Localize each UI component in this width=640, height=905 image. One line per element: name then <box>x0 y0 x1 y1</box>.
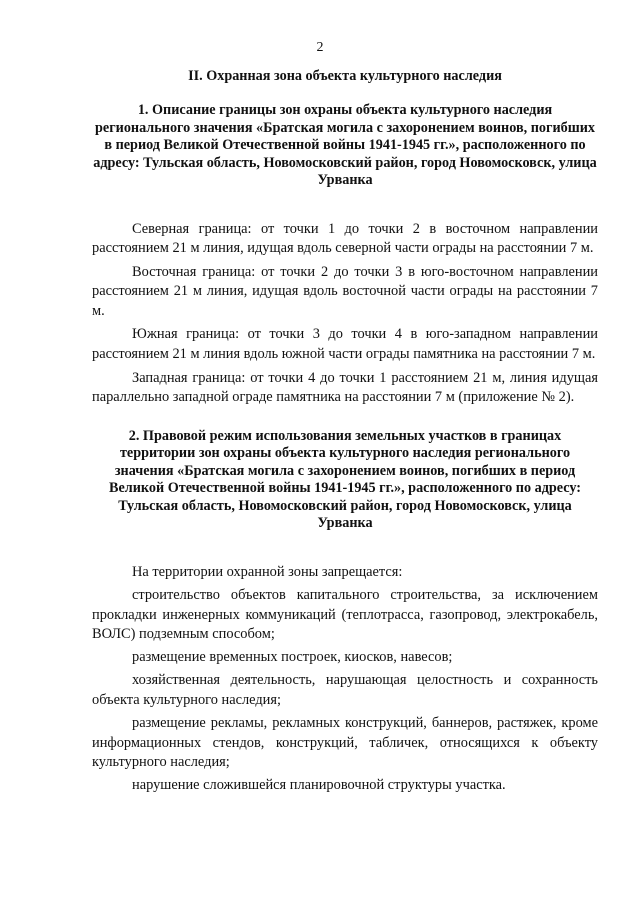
boundary-north: Северная граница: от точки 1 до точки 2 в восточном направлении расстоянием 21 м линия, идущая вдоль северной части ограды на расстоянии 7 м. <box>92 220 598 257</box>
restriction-item: строительство объектов капитального строительства, за исключением прокладки инженерных коммуникаций (теплотрасса, газопровод, электрокабель, ВОЛС) подземным способом; <box>92 586 598 643</box>
document-body <box>92 68 598 799</box>
boundary-south: Южная граница: от точки 3 до точки 4 в юго-западном направлении расстоянием 21 м линия вдоль южной части ограды памятника на расстоянии 7 м. <box>92 326 598 363</box>
subsection-2-heading: 2. Правовой режим использования земельных участков в границах территории зон охраны объекта культурного наследия регионального значения «Братская могила с захоронением воинов, погибших в период Великой Отечественной войны 1941-1945 гг.», расположенного по адресу: Тульская область, Новомосковский район, город Новомосковск, улица Урванка <box>109 427 581 532</box>
restrictions-intro: На территории охранной зоны запрещается: <box>132 563 403 580</box>
boundary-west: Западная граница: от точки 4 до точки 1 расстоянием 21 м, линия идущая параллельно западной ограде памятника на расстоянии 7 м (приложение № 2). <box>92 369 598 406</box>
page-number: 2 <box>316 40 324 55</box>
restriction-item: нарушение сложившейся планировочной структуры участка. <box>132 777 506 794</box>
section-title: II. Охранная зона объекта культурного наследия <box>188 68 502 84</box>
boundary-east: Восточная граница: от точки 2 до точки 3 в юго-восточном направлении расстоянием 21 м линия, идущая вдоль восточной части ограды на расстоянии 7 м. <box>92 263 598 319</box>
restriction-item: размещение временных построек, киосков, навесов; <box>132 649 453 666</box>
restriction-item: хозяйственная деятельность, нарушающая целостность и сохранность объекта культурного наследия; <box>92 672 598 708</box>
subsection-1-heading: 1. Описание границы зон охраны объекта культурного наследия регионального значения «Братская могила с захоронением воинов, погибших в период Великой Отечественной войны 1941-1945 гг.», расположенного по адресу: Тульская область, Новомосковский район, город Новомосковск, улица Урванка <box>93 102 597 188</box>
restriction-item: размещение рекламы, рекламных конструкций, баннеров, растяжек, кроме информационных стендов, конструкций, табличек, относящихся к объекту культурного наследия; <box>92 715 598 771</box>
